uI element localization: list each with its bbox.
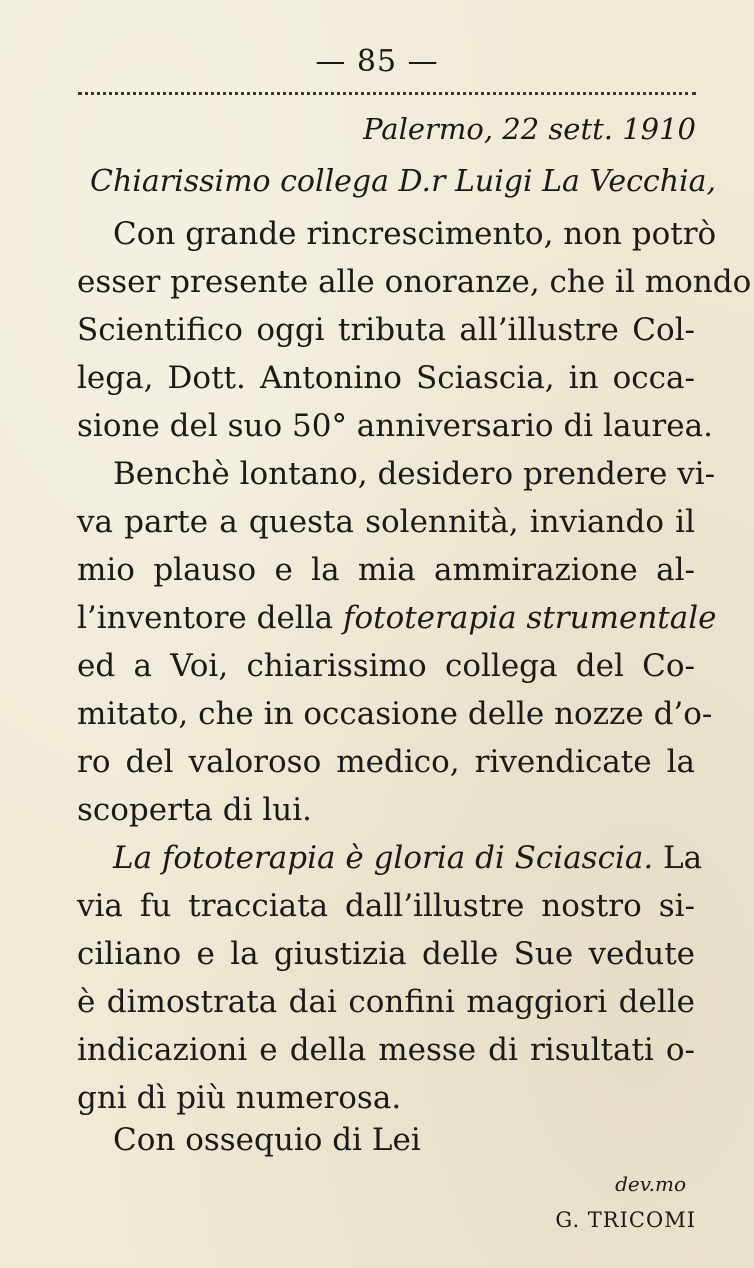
emphasis-text: fototerapia strumentale (342, 600, 717, 636)
body-text: l’inventore della (77, 600, 343, 636)
body-line: Scientifico oggi tributa all’illustre Col- (77, 312, 695, 348)
signature-title: dev.mo (615, 1172, 686, 1196)
body-text: La (653, 840, 703, 876)
body-line: va parte a questa solennità, inviando il (77, 504, 695, 540)
dateline: Palermo, 22 sett. 1910 (363, 112, 696, 146)
body-line: mio plauso e la mia ammirazione al- (77, 552, 695, 588)
closing-line: Con ossequio di Lei (113, 1122, 421, 1158)
emphasis-text: La fototerapia è gloria di Sciascia. (113, 840, 654, 876)
body-line: ciliano e la giustizia delle Sue vedute (77, 936, 695, 972)
body-line: ro del valoroso medico, rivendicate la (77, 744, 695, 780)
body-line: indicazioni e della messe di risultati o- (77, 1032, 695, 1068)
body-line: sione del suo 50° anniversario di laurea. (77, 408, 713, 444)
body-line: lega, Dott. Antonino Sciascia, in occa- (77, 360, 695, 396)
body-line: Benchè lontano, desidero prendere vi- (113, 456, 716, 492)
body-line: gni dì più numerosa. (77, 1080, 402, 1116)
page-number: — 85 — (315, 44, 439, 79)
dotted-rule (78, 92, 696, 95)
body-line: ed a Voi, chiarissimo collega del Co- (77, 648, 695, 684)
body-line: mitato, che in occasione delle nozze d’o- (77, 696, 713, 732)
body-line: scoperta di lui. (77, 792, 312, 828)
signature-name: G. TRICOMI (555, 1208, 696, 1232)
body-line (77, 600, 717, 638)
body-line: esser presente alle onoranze, che il mondo (77, 264, 752, 300)
body-line: Con grande rincrescimento, non potrò (113, 216, 717, 252)
body-line: è dimostrata dai confini maggiori delle (77, 984, 695, 1020)
body-line: via fu tracciata dall’illustre nostro si- (77, 888, 695, 924)
body-line (113, 840, 703, 878)
salutation: Chiarissimo collega D.r Luigi La Vecchia, (90, 164, 717, 199)
